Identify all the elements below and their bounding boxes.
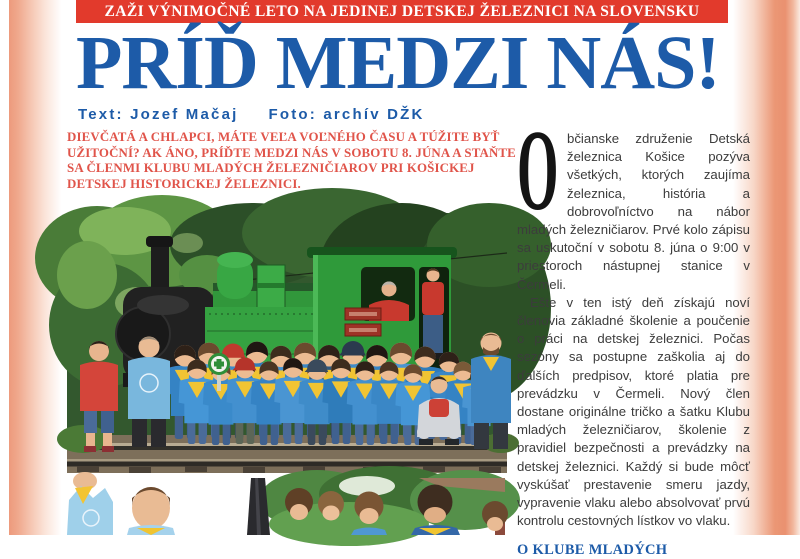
drop-cap: O bbox=[517, 107, 559, 235]
page-title: PRÍĎ MEDZI NÁS! bbox=[76, 21, 720, 105]
top-banner: ZAŽI VÝNIMOČNÉ LETO NA JEDINEJ DETSKEJ ŽELEZNICI NA SLOVENSKU bbox=[76, 0, 728, 23]
article-paragraph-1 bbox=[517, 107, 750, 294]
byline bbox=[78, 106, 425, 123]
byline-author: Text: Jozef Mačaj bbox=[78, 106, 239, 123]
section-subheading: O KLUBE MLADÝCH bbox=[517, 542, 668, 559]
main-photo-illustration bbox=[67, 213, 507, 473]
byline-photo-credit: Foto: archív DŽK bbox=[268, 106, 425, 123]
lead-paragraph: DIEVČATÁ A CHLAPCI, MÁTE VEĽA VOĽNÉHO ČASU A TÚŽITE BYŤ UŽITOČNÍ? AK ÁNO, PRÍĎTE MEDZI NÁS V SOBOTU 8. JÚNA A STAŇTE SA ČLENMI KLUBU MLADÝCH ŽELEZNIČIAROV PRI KOŠICKEJ DETSKEJ HISTORICKEJ ŽELEZNICI. bbox=[67, 130, 516, 191]
bottom-photo-illustration bbox=[67, 478, 505, 535]
bottom-photo bbox=[67, 478, 505, 535]
article-column bbox=[517, 107, 750, 559]
article-paragraph-2: Ešte v ten istý deň získajú noví členovia základné školenie a poučenie o práci na detskej železnici. Počas sezóny sa postupne zaškolia aj do ďalších predpisov, ktoré platia pre prevádzku v Čermeli. Nový člen dostane originálne tričko a šatku Klubu mladých železničiarov, školenie z pravidiel bezpečnosti a prevádzky na detskej železnici. Každý si bude môcť vyskúšať prestavenie smeru jazdy, vypravenie vlaku alebo absolvovať prvú kontrolu cestovných lístkov vo vlaku. bbox=[517, 294, 750, 529]
main-photo bbox=[67, 213, 507, 473]
paragraph-1-text: bčianske združenie Detská železnica Košice pozýva všetkých, ktorých zaujíma železnica, história a dobrovoľníctvo na nábor mladých železničiarov. Prvé kolo zápisu sa uskutoční v sobotu 8. júna o 9:00 v priestoroch nástupnej stanice v Čermeli. bbox=[517, 131, 750, 292]
boy-in-doorway bbox=[422, 269, 444, 360]
